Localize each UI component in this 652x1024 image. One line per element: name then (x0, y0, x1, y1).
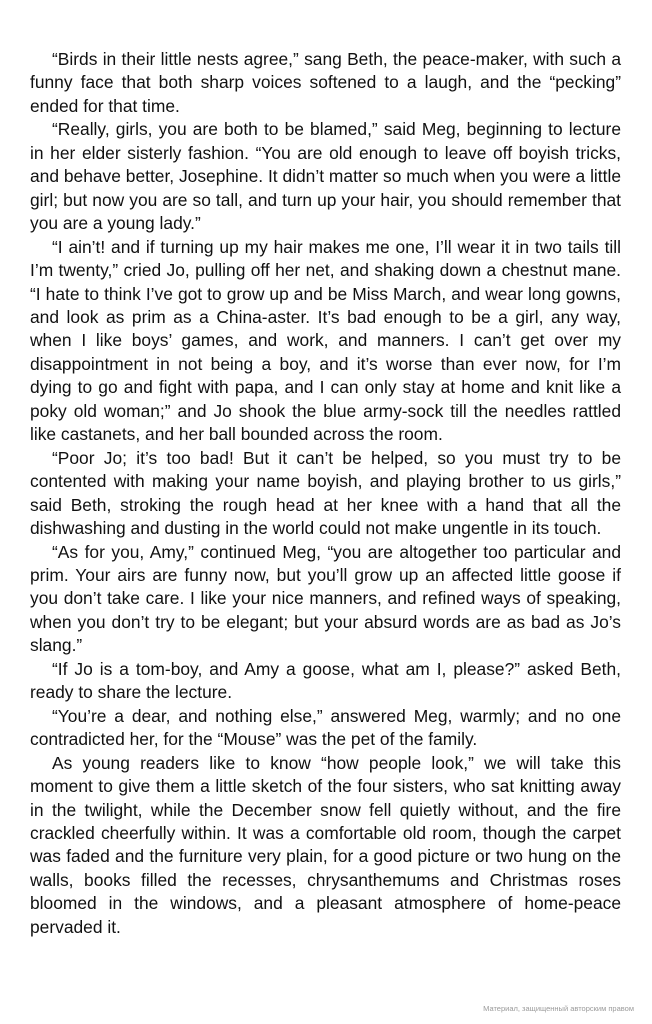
copyright-watermark: Материал, защищенный авторским правом (483, 1004, 634, 1013)
paragraph: “As for you, Amy,” continued Meg, “you are altogether too particular and prim. Your airs are funny now, but you’ll grow up an affected little goose if you don’t take care. I like your nice manners, and refined ways of speaking, when you don’t try to be elegant; but your absurd words are as bad as Jo’s slang.” (30, 541, 621, 656)
paragraph: As young readers like to know “how people look,” we will take this moment to give them a little sketch of the four sisters, who sat knitting away in the twilight, while the December snow fell quietly without, and the fire crackled cheerfully within. It was a comfortable old room, though the carpet was faded and the furniture very plain, for a good picture or two hung on the walls, books filled the recesses, chrysanthemums and Christmas roses bloomed in the windows, and a pleasant atmosphere of home-peace pervaded it. (30, 752, 621, 937)
page-body (30, 48, 621, 939)
paragraph: “Birds in their little nests agree,” sang Beth, the peace-maker, with such a funny face that both sharp voices softened to a laugh, and the “pecking” ended for that time. (30, 49, 621, 116)
paragraph: “If Jo is a tom-boy, and Amy a goose, what am I, please?” asked Beth, ready to share the lecture. (30, 658, 621, 703)
paragraph: “I ain’t! and if turning up my hair makes me one, I’ll wear it in two tails till I’m twenty,” cried Jo, pulling off her net, and shaking down a chestnut mane. “I hate to think I’ve got to grow up and be Miss March, and wear long gowns, and look as prim as a China-aster. It’s bad enough to be a girl, any way, when I like boys’ games, and work, and manners. I can’t get over my disappointment in not being a boy, and it’s worse than ever now, for I’m dying to go and fight with papa, and I can only stay at home and knit like a poky old woman;” and Jo shook the blue army-sock till the needles rattled like castanets, and her ball bounded across the room. (30, 236, 621, 445)
paragraph: “You’re a dear, and nothing else,” answered Meg, warmly; and no one contradicted her, for the “Mouse” was the pet of the family. (30, 705, 621, 750)
paragraph: “Really, girls, you are both to be blamed,” said Meg, beginning to lecture in her elder sisterly fashion. “You are old enough to leave off boyish tricks, and behave better, Josephine. It didn’t matter so much when you were a little girl; but now you are so tall, and turn up your hair, you should remember that you are a young lady.” (30, 119, 621, 234)
paragraph: “Poor Jo; it’s too bad! But it can’t be helped, so you must try to be contented with making your name boyish, and playing brother to us girls,” said Beth, stroking the rough head at her knee with a hand that all the dishwashing and dusting in the world could not make ungentle in its touch. (30, 447, 621, 539)
